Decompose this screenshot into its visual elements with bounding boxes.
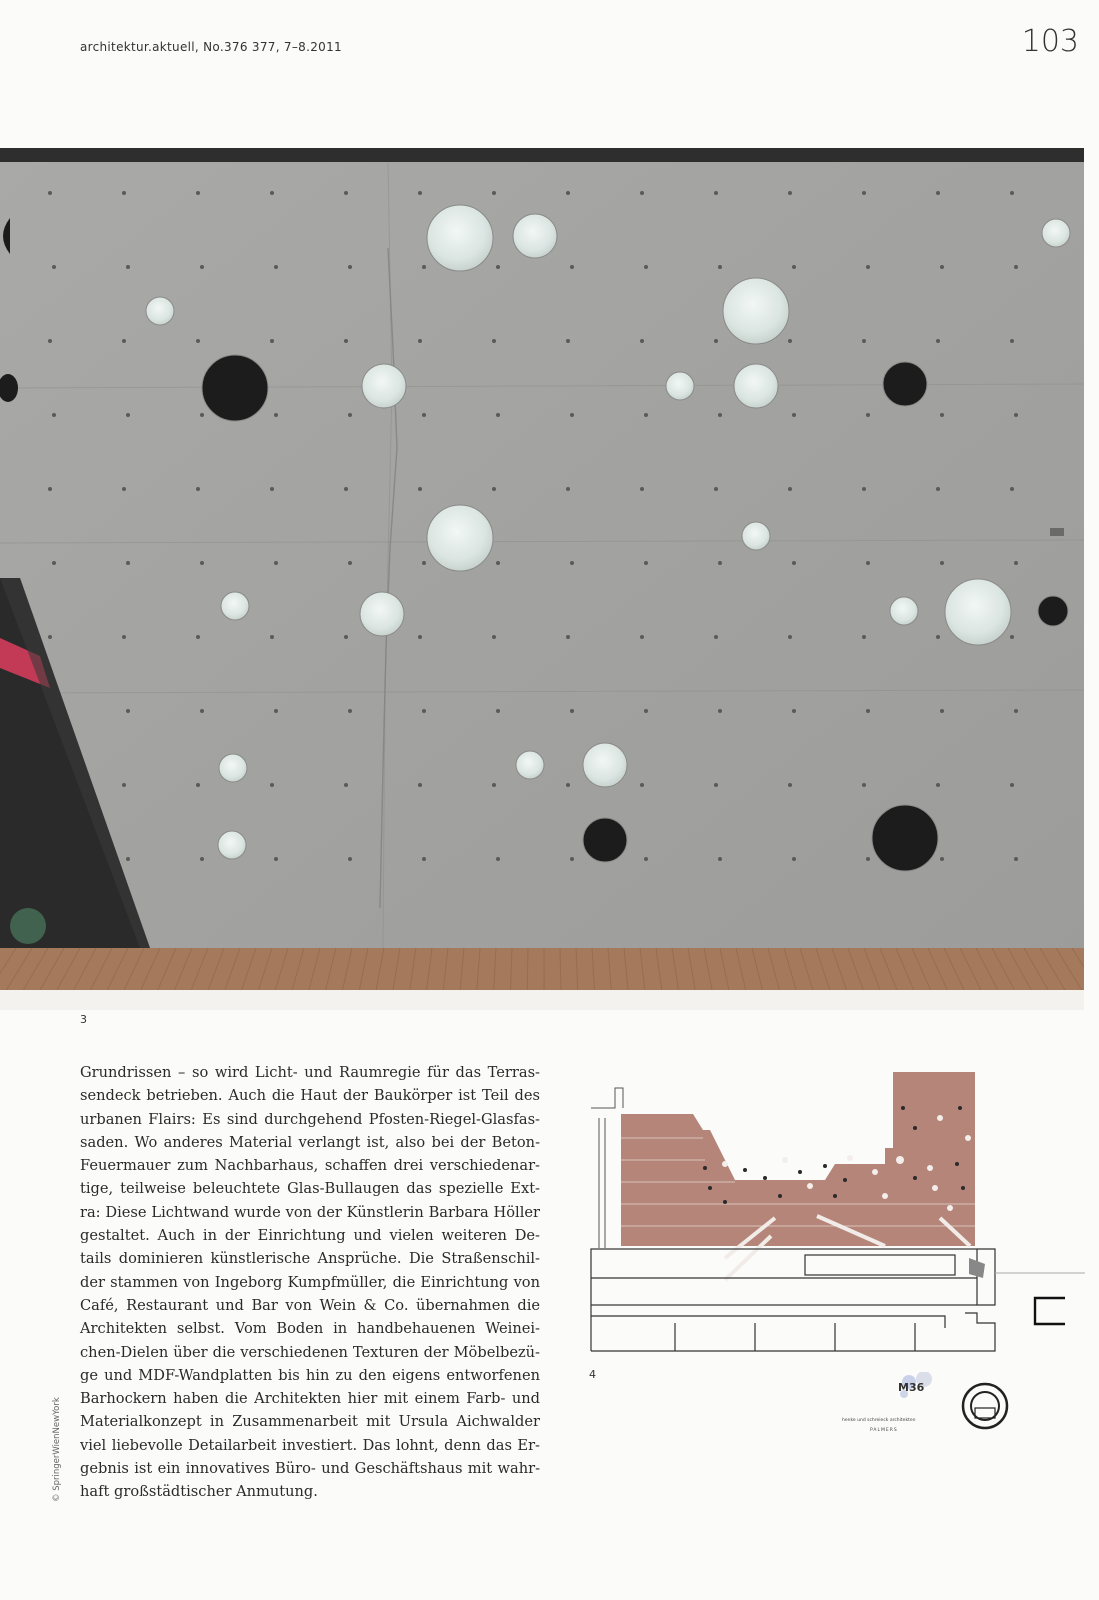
article-line: chen-Dielen über die verschiedenen Texturen der Möbelbezü- <box>80 1343 540 1361</box>
article-line: saden. Wo anderes Material verlangt ist, also bei der Beton- <box>80 1133 540 1151</box>
architect-credit: henke und schreieck architekten <box>842 1418 916 1423</box>
article-line: gestaltet. Auch in der Einrichtung und vielen weiteren De- <box>80 1227 540 1245</box>
metro-stamp <box>820 1372 1035 1442</box>
copyright-note: © SpringerWienNewYork <box>52 1397 62 1502</box>
article-line: gebnis ist ein innovatives Büro- und Geschäftshaus mit wahr- <box>80 1460 540 1478</box>
figure-number-4: 4 <box>589 1368 596 1381</box>
article-line: Materialkonzept in Zusammenarbeit mit Ursula Aichwalder <box>80 1413 540 1431</box>
figure-number-3: 3 <box>80 1013 87 1026</box>
journal-header: architektur.aktuell, No.376 377, 7–8.2011 <box>80 40 342 54</box>
article-line: tails dominieren künstlerische Ansprüche. Die Straßenschil- <box>80 1250 540 1268</box>
article-line: haft großstädtischer Anmutung. <box>80 1483 318 1501</box>
article-line: Café, Restaurant und Bar von Wein & Co. übernahmen die <box>80 1296 540 1314</box>
lightwall-photo-graphic <box>0 148 1084 1010</box>
article-line: ge und MDF-Wandplatten bis hin zu den eigens entworfenen <box>80 1366 540 1384</box>
article-line: Architekten selbst. Vom Boden in handbehauenen Weinei- <box>80 1320 540 1338</box>
article-body <box>80 1061 540 1504</box>
article-line: tige, teilweise beleuchtete Glas-Bullaugen das spezielle Ext- <box>80 1180 540 1198</box>
article-line: viel liebevolle Detailarbeit investiert. Das lohnt, denn das Er- <box>80 1436 540 1454</box>
article-line: Grundrissen – so wird Licht- und Raumregie für das Terras- <box>80 1064 540 1081</box>
article-line: der stammen von Ingeborg Kumpfmüller, die Einrichtung von <box>80 1273 540 1291</box>
brand-credit: PALMERS <box>870 1428 898 1433</box>
article-line: sendeck betrieben. Auch die Haut der Baukörper ist Teil des <box>80 1087 540 1105</box>
article-line: ra: Diese Lichtwand wurde von der Künstlerin Barbara Höller <box>80 1203 540 1221</box>
page-number: 103 <box>1021 24 1079 59</box>
section-drawing-graphic <box>585 1068 1085 1398</box>
station-label: M36 <box>898 1381 925 1394</box>
article-line: Feuermauer zum Nachbarhaus, schaffen drei verschiedenar- <box>80 1157 540 1175</box>
lightwall-photo <box>0 148 1084 1010</box>
article-line: urbanen Flairs: Es sind durchgehend Pfosten-Riegel-Glasfas- <box>80 1110 540 1128</box>
article-line: Barhockern haben die Architekten hier mit einem Farb- und <box>80 1390 540 1408</box>
section-drawing <box>585 1068 1085 1398</box>
